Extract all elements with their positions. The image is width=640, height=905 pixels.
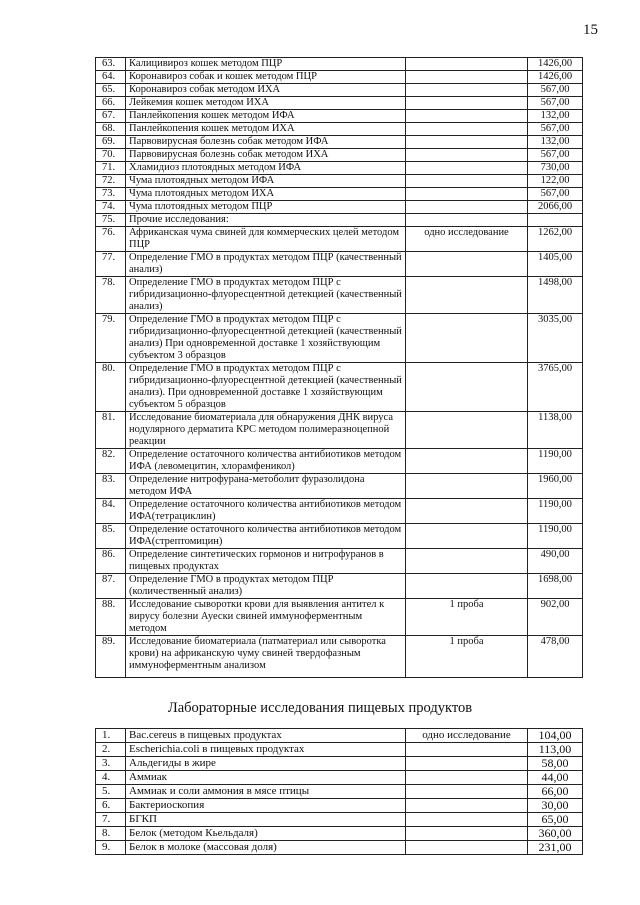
unit-cell: 1 проба: [406, 636, 528, 678]
unit-cell: [406, 149, 528, 162]
service-name: Лейкемия кошек методом ИХА: [126, 97, 406, 110]
row-number: 78.: [96, 277, 126, 314]
price-cell: 1262,00: [528, 227, 583, 252]
table-row: [96, 227, 583, 252]
service-name: Определение остаточного количества антибиотиков методом ИФА (левомецитин, хлорамфеникол): [126, 449, 406, 474]
price-cell: 567,00: [528, 84, 583, 97]
table-row: [96, 474, 583, 499]
price-cell: 30,00: [528, 799, 583, 813]
table-row: [96, 757, 583, 771]
price-cell: 1698,00: [528, 574, 583, 599]
row-number: 85.: [96, 524, 126, 549]
unit-cell: [406, 84, 528, 97]
table-row: [96, 136, 583, 149]
price-cell: 66,00: [528, 785, 583, 799]
table-row: [96, 214, 583, 227]
unit-cell: [406, 136, 528, 149]
table-row: [96, 149, 583, 162]
unit-cell: [406, 123, 528, 136]
service-name: Хламидиоз плотоядных методом ИФА: [126, 162, 406, 175]
service-name: Исследование биоматериала для обнаружения ДНК вируса нодулярного дерматита КРС методом полимеразноцепной реакции: [126, 412, 406, 449]
row-number: 7.: [96, 813, 126, 827]
table-row: [96, 499, 583, 524]
price-cell: 567,00: [528, 97, 583, 110]
service-name: Бактериоскопия: [126, 799, 406, 813]
unit-cell: [406, 188, 528, 201]
unit-cell: [406, 549, 528, 574]
unit-cell: [406, 412, 528, 449]
table-row: [96, 574, 583, 599]
row-number: 74.: [96, 201, 126, 214]
unit-cell: [406, 813, 528, 827]
service-name: Чума плотоядных методом ИФА: [126, 175, 406, 188]
row-number: 64.: [96, 71, 126, 84]
unit-cell: [406, 771, 528, 785]
unit-cell: [406, 743, 528, 757]
price-cell: 58,00: [528, 757, 583, 771]
unit-cell: [406, 574, 528, 599]
row-number: 1.: [96, 729, 126, 743]
service-name: Белок (методом Кьельдаля): [126, 827, 406, 841]
unit-cell: [406, 58, 528, 71]
row-number: 67.: [96, 110, 126, 123]
table-row: [96, 743, 583, 757]
service-name: Парвовирусная болезнь собак методом ИФА: [126, 136, 406, 149]
row-number: 70.: [96, 149, 126, 162]
row-number: 84.: [96, 499, 126, 524]
service-name: Исследование биоматериала (патматериал или сыворотка крови) на африканскую чуму свиней твердофазным иммуноферментным анализом: [126, 636, 406, 678]
food-section-title: Лабораторные исследования пищевых продуктов: [167, 700, 473, 716]
row-number: 77.: [96, 252, 126, 277]
table-row: [96, 813, 583, 827]
price-cell: 122,00: [528, 175, 583, 188]
unit-cell: [406, 314, 528, 363]
table-row: [96, 123, 583, 136]
row-number: 6.: [96, 799, 126, 813]
unit-cell: [406, 252, 528, 277]
service-name: Чума плотоядных методом ПЦР: [126, 201, 406, 214]
unit-cell: [406, 97, 528, 110]
row-number: 81.: [96, 412, 126, 449]
food-price-table: [95, 728, 583, 855]
price-cell: 132,00: [528, 110, 583, 123]
row-number: 2.: [96, 743, 126, 757]
table-row: [96, 314, 583, 363]
row-number: 73.: [96, 188, 126, 201]
row-number: 87.: [96, 574, 126, 599]
table-row: [96, 771, 583, 785]
table-row: [96, 449, 583, 474]
row-number: 88.: [96, 599, 126, 636]
table-row: [96, 188, 583, 201]
unit-cell: [406, 162, 528, 175]
service-name: Определение ГМО в продуктах методом ПЦР с гибридизационно-флуоресцентной детекцией (качественный анализ) При одновременной доставке 1 хозяйствующим субъектом 3 образцов: [126, 314, 406, 363]
row-number: 3.: [96, 757, 126, 771]
unit-cell: [406, 175, 528, 188]
price-cell: 2066,00: [528, 201, 583, 214]
unit-cell: [406, 799, 528, 813]
service-name: Определение ГМО в продуктах методом ПЦР с гибридизационно-флуоресцентной детекцией (качественный анализ): [126, 277, 406, 314]
table-row: [96, 175, 583, 188]
table-row: [96, 799, 583, 813]
service-name: Парвовирусная болезнь собак методом ИХА: [126, 149, 406, 162]
row-number: 89.: [96, 636, 126, 678]
table-row: [96, 363, 583, 412]
price-cell: 567,00: [528, 188, 583, 201]
price-cell: 567,00: [528, 149, 583, 162]
unit-cell: [406, 214, 528, 227]
price-cell: 113,00: [528, 743, 583, 757]
row-number: 68.: [96, 123, 126, 136]
service-name: Определение остаточного количества антибиотиков методом ИФА(тетрациклин): [126, 499, 406, 524]
row-number: 75.: [96, 214, 126, 227]
row-number: 5.: [96, 785, 126, 799]
service-name: Альдегиды в жире: [126, 757, 406, 771]
price-cell: 1138,00: [528, 412, 583, 449]
service-name: Прочие исследования:: [126, 214, 406, 227]
row-number: 69.: [96, 136, 126, 149]
price-cell: 132,00: [528, 136, 583, 149]
unit-cell: [406, 277, 528, 314]
price-cell: 231,00: [528, 841, 583, 855]
unit-cell: 1 проба: [406, 599, 528, 636]
unit-cell: одно исследование: [406, 227, 528, 252]
page-number: 15: [583, 22, 598, 38]
unit-cell: [406, 71, 528, 84]
service-name: Аммиак и соли аммония в мясе птицы: [126, 785, 406, 799]
price-cell: 3765,00: [528, 363, 583, 412]
price-cell: 1960,00: [528, 474, 583, 499]
service-name: Панлейкопения кошек методом ИФА: [126, 110, 406, 123]
price-cell: 567,00: [528, 123, 583, 136]
price-cell: [528, 214, 583, 227]
service-name: БГКП: [126, 813, 406, 827]
services-price-table: [95, 57, 583, 678]
table-row: [96, 97, 583, 110]
row-number: 63.: [96, 58, 126, 71]
price-cell: 1405,00: [528, 252, 583, 277]
row-number: 4.: [96, 771, 126, 785]
table-row: [96, 827, 583, 841]
price-cell: 44,00: [528, 771, 583, 785]
row-number: 8.: [96, 827, 126, 841]
table-row: [96, 599, 583, 636]
service-name: Панлейкопения кошек методом ИХА: [126, 123, 406, 136]
row-number: 86.: [96, 549, 126, 574]
row-number: 82.: [96, 449, 126, 474]
table-row: [96, 162, 583, 175]
table-row: [96, 252, 583, 277]
service-name: Чума плотоядных методом ИХА: [126, 188, 406, 201]
row-number: 83.: [96, 474, 126, 499]
service-name: Определение остаточного количества антибиотиков методом ИФА(стрептомицин): [126, 524, 406, 549]
row-number: 76.: [96, 227, 126, 252]
unit-cell: [406, 110, 528, 123]
price-cell: 1190,00: [528, 499, 583, 524]
unit-cell: [406, 201, 528, 214]
unit-cell: [406, 841, 528, 855]
service-name: Escherichia.coli в пищевых продуктах: [126, 743, 406, 757]
table-row: [96, 110, 583, 123]
unit-cell: [406, 827, 528, 841]
price-cell: 360,00: [528, 827, 583, 841]
row-number: 65.: [96, 84, 126, 97]
row-number: 71.: [96, 162, 126, 175]
service-name: Определение ГМО в продуктах методом ПЦР (количественный анализ): [126, 574, 406, 599]
table-row: [96, 58, 583, 71]
table-row: [96, 785, 583, 799]
table-row: [96, 549, 583, 574]
price-cell: 1190,00: [528, 449, 583, 474]
price-cell: 1498,00: [528, 277, 583, 314]
service-name: Белок в молоке (массовая доля): [126, 841, 406, 855]
table-row: [96, 841, 583, 855]
row-number: 9.: [96, 841, 126, 855]
table-row: [96, 71, 583, 84]
table-row: [96, 201, 583, 214]
unit-cell: [406, 474, 528, 499]
service-name: Коронавироз собак методом ИХА: [126, 84, 406, 97]
service-name: Калицивироз кошек методом ПЦР: [126, 58, 406, 71]
price-cell: 1426,00: [528, 58, 583, 71]
row-number: 79.: [96, 314, 126, 363]
price-cell: 1190,00: [528, 524, 583, 549]
unit-cell: одно исследование: [406, 729, 528, 743]
price-cell: 490,00: [528, 549, 583, 574]
unit-cell: [406, 449, 528, 474]
row-number: 66.: [96, 97, 126, 110]
table-row: [96, 524, 583, 549]
row-number: 72.: [96, 175, 126, 188]
service-name: Определение нитрофурана-метоболит фуразолидона методом ИФА: [126, 474, 406, 499]
table-row: [96, 729, 583, 743]
unit-cell: [406, 785, 528, 799]
service-name: Коронавироз собак и кошек методом ПЦР: [126, 71, 406, 84]
row-number: 80.: [96, 363, 126, 412]
price-cell: 3035,00: [528, 314, 583, 363]
service-name: Определение ГМО в продуктах методом ПЦР с гибридизационно-флуоресцентной детекцией (качественный анализ). При одновременной доставке 1 хозяйствующим субъектом 5 образцов: [126, 363, 406, 412]
service-name: Определение ГМО в продуктах методом ПЦР (качественный анализ): [126, 252, 406, 277]
service-name: Африканская чума свиней для коммерческих целей методом ПЦР: [126, 227, 406, 252]
price-cell: 1426,00: [528, 71, 583, 84]
service-name: Исследование сыворотки крови для выявления антител к вирусу болезни Ауески свиней иммуноферментным методом: [126, 599, 406, 636]
service-name: Аммиак: [126, 771, 406, 785]
price-cell: 902,00: [528, 599, 583, 636]
price-cell: 730,00: [528, 162, 583, 175]
service-name: Определение синтетических гормонов и нитрофуранов в пищевых продуктах: [126, 549, 406, 574]
table-row: [96, 412, 583, 449]
price-cell: 104,00: [528, 729, 583, 743]
unit-cell: [406, 363, 528, 412]
table-row: [96, 84, 583, 97]
table-row: [96, 277, 583, 314]
price-cell: 478,00: [528, 636, 583, 678]
table-row: [96, 636, 583, 678]
unit-cell: [406, 524, 528, 549]
unit-cell: [406, 757, 528, 771]
unit-cell: [406, 499, 528, 524]
price-cell: 65,00: [528, 813, 583, 827]
service-name: Bac.cereus в пищевых продуктах: [126, 729, 406, 743]
